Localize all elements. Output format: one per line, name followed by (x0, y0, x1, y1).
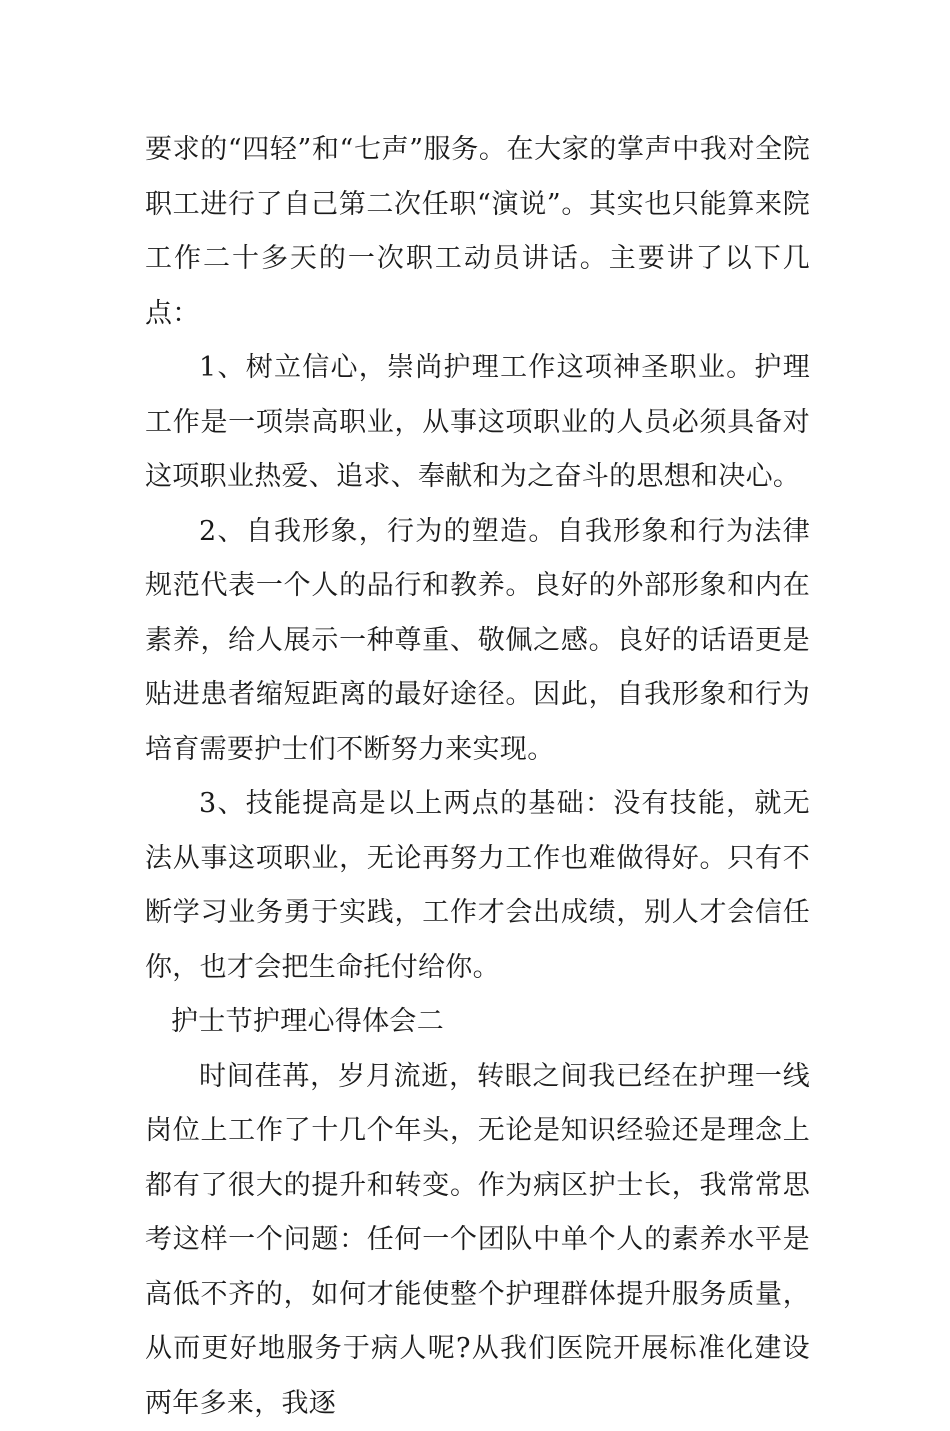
paragraph-point-2: 2、自我形象，行为的塑造。自我形象和行为法律规范代表一个人的品行和教养。良好的外部形象和内在素养，给人展示一种尊重、敬佩之感。良好的话语更是贴进患者缩短距离的最好途径。因此，自我形象和行为培育需要护士们不断努力来实现。 (145, 505, 810, 778)
section-heading: 护士节护理心得体会二 (145, 995, 810, 1050)
body-text (145, 123, 810, 1431)
paragraph-intro: 要求的“四轻”和“七声”服务。在大家的掌声中我对全院职工进行了自己第二次任职“演说”。其实也只能算来院工作二十多天的一次职工动员讲话。主要讲了以下几点： (145, 123, 810, 341)
paragraph-point-1: 1、树立信心，崇尚护理工作这项神圣职业。护理工作是一项崇高职业，从事这项职业的人员必须具备对这项职业热爱、追求、奉献和为之奋斗的思想和决心。 (145, 341, 810, 505)
paragraph-section2-body: 时间荏苒，岁月流逝，转眼之间我已经在护理一线岗位上工作了十几个年头，无论是知识经验还是理念上都有了很大的提升和转变。作为病区护士长，我常常思考这样一个问题：任何一个团队中单个人的素养水平是高低不齐的，如何才能使整个护理群体提升服务质量，从而更好地服务于病人呢?从我们医院开展标准化建设两年多来，我逐 (145, 1050, 810, 1431)
paragraph-point-3: 3、技能提高是以上两点的基础：没有技能，就无法从事这项职业，无论再努力工作也难做得好。只有不断学习业务勇于实践，工作才会出成绩，别人才会信任你，也才会把生命托付给你。 (145, 777, 810, 995)
